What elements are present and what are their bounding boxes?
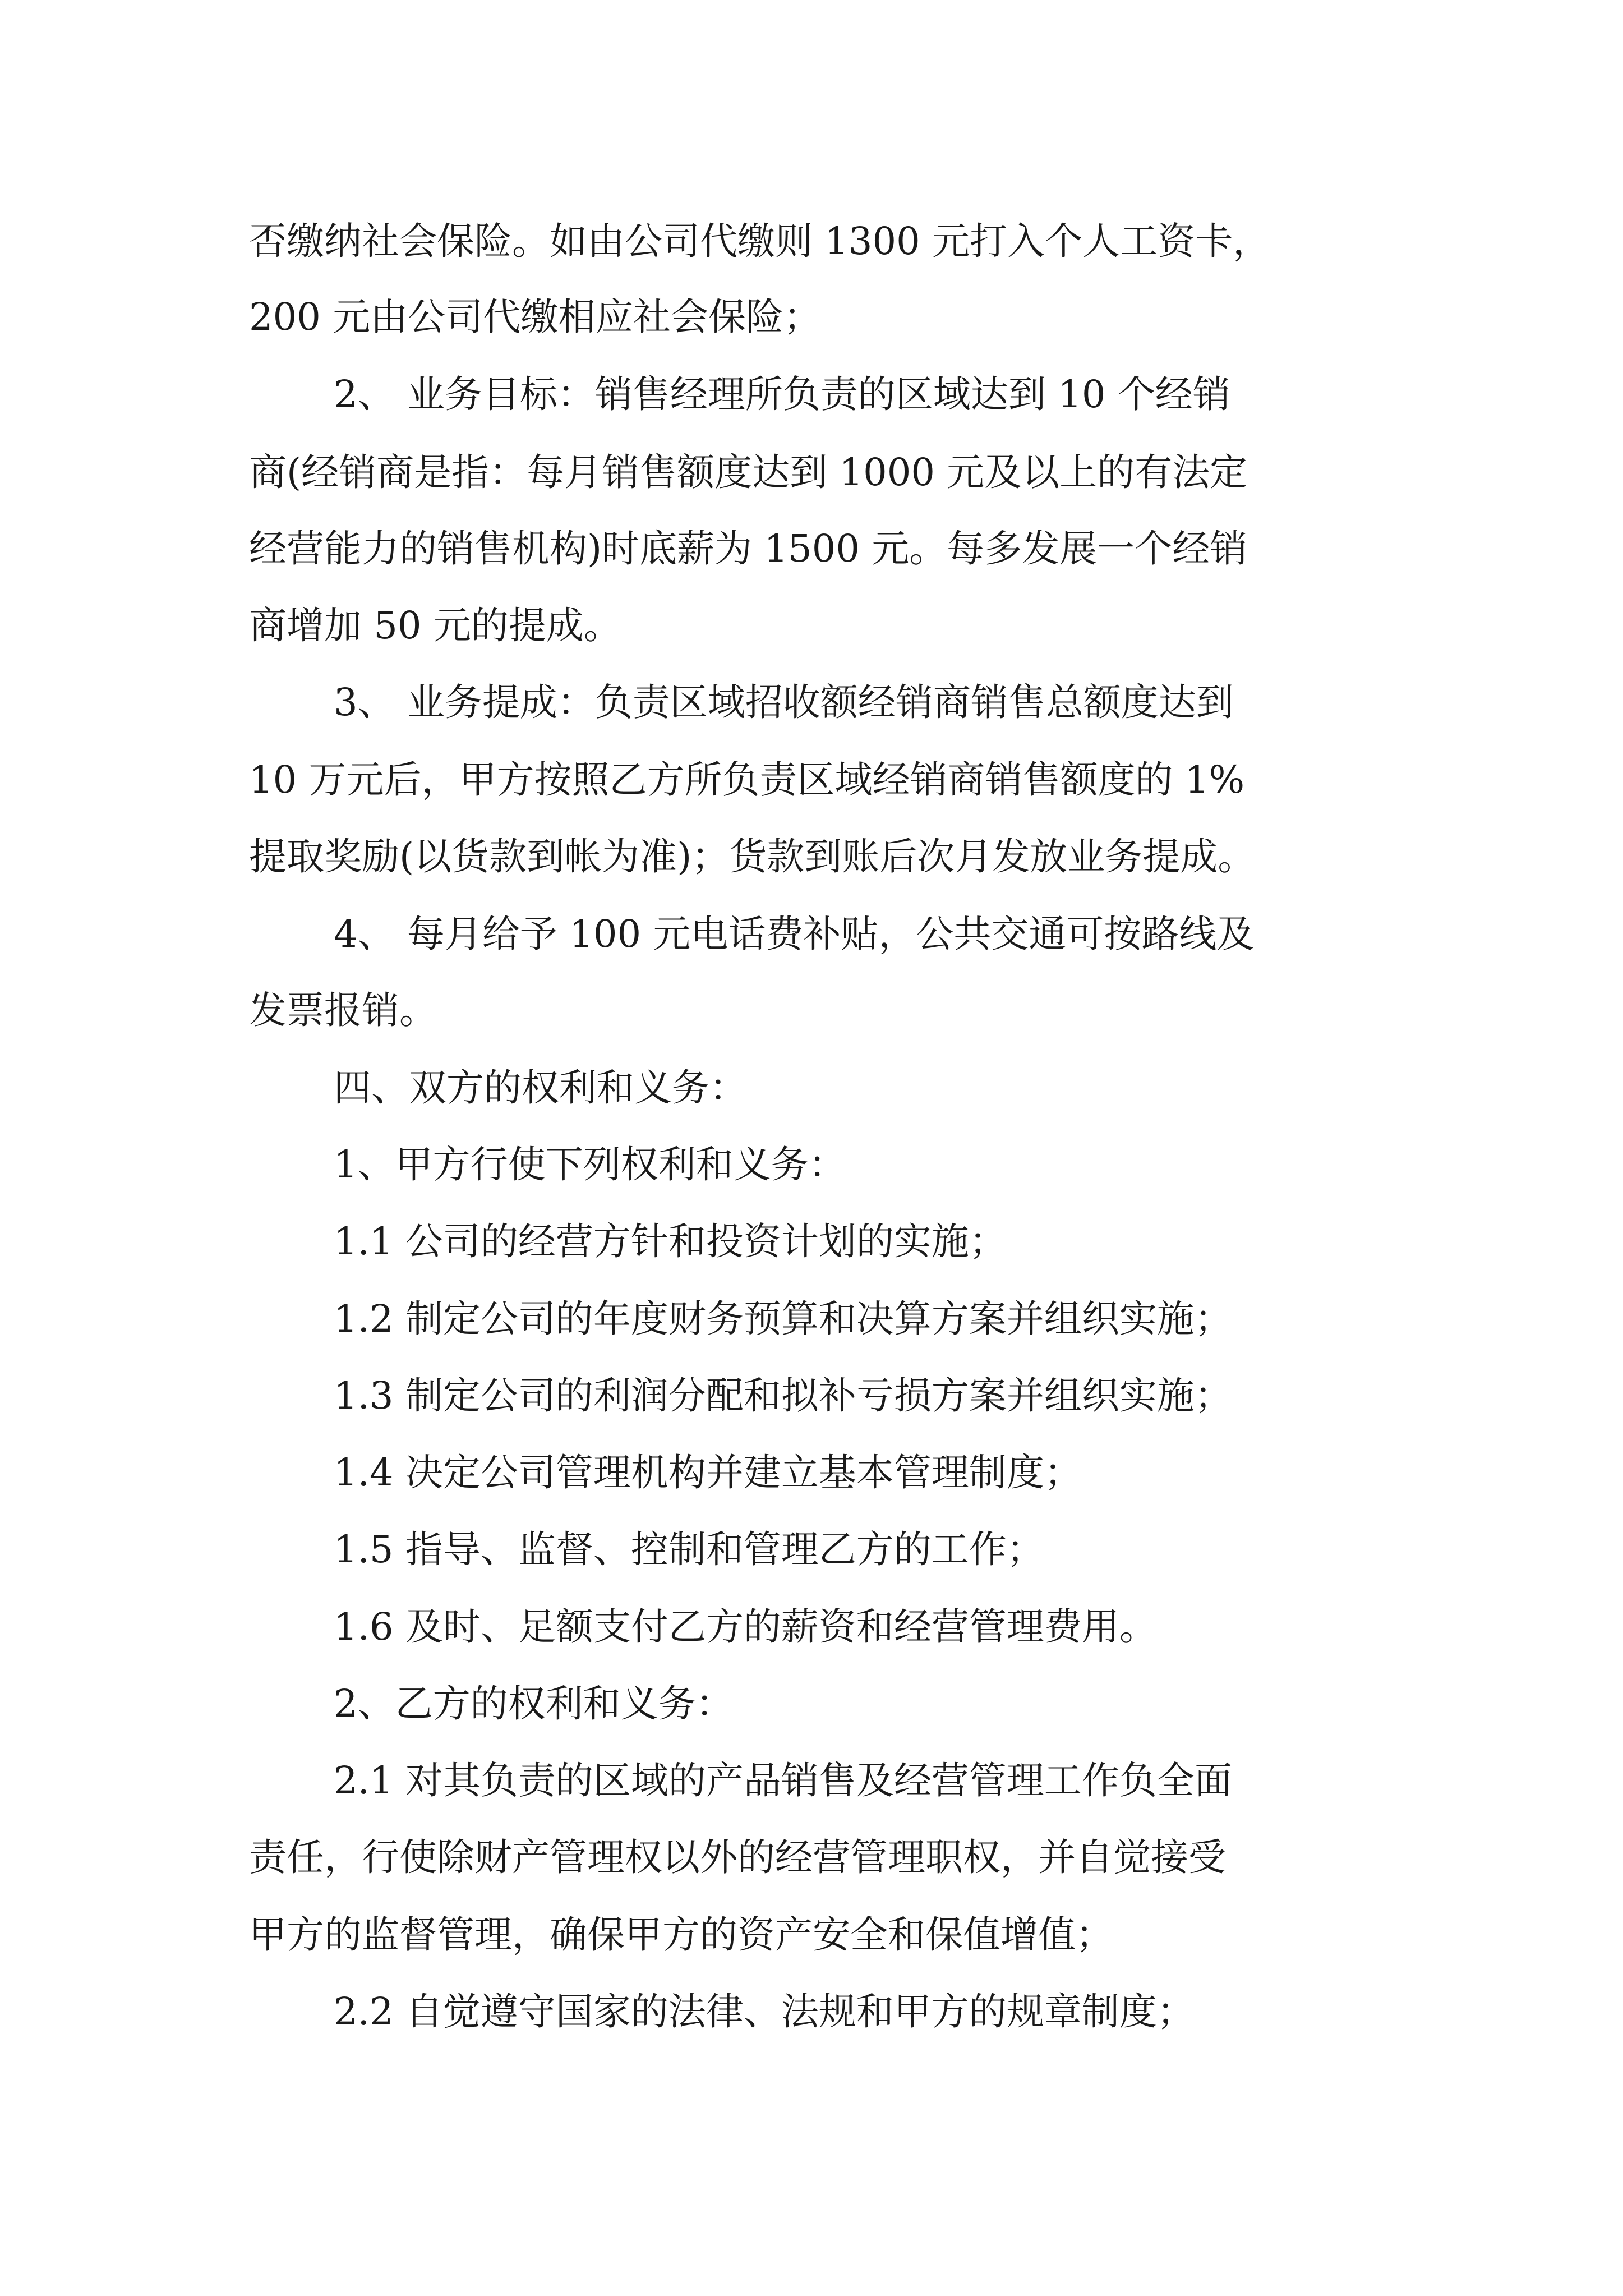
- subsection-heading: 1、甲方行使下列权利和义务：: [334, 1143, 846, 1186]
- clause-line: 1.3 制定公司的利润分配和拟补亏损方案并组织实施；: [334, 1374, 1232, 1418]
- clause-line: 1.1 公司的经营方针和投资计划的实施；: [334, 1220, 1007, 1263]
- clause-line: 2.1 对其负责的区域的产品销售及经营管理工作负全面: [334, 1759, 1232, 1802]
- text-line: 10 万元后，甲方按照乙方所负责区域经销商销售额度的 1%: [249, 758, 1245, 802]
- text-line: 否缴纳社会保险。如由公司代缴则 1300 元打入个人工资卡，: [249, 219, 1271, 263]
- text-line: 4、 每月给予 100 元电话费补贴，公共交通可按路线及: [334, 912, 1255, 956]
- text-line: 责任，行使除财产管理权以外的经营管理职权，并自觉接受: [249, 1835, 1226, 1879]
- subsection-heading: 2、乙方的权利和义务：: [334, 1682, 734, 1726]
- clause-line: 1.2 制定公司的年度财务预算和决算方案并组织实施；: [334, 1297, 1232, 1341]
- text-line: 甲方的监督管理，确保甲方的资产安全和保值增值；: [249, 1913, 1113, 1957]
- section-heading: 四、双方的权利和义务：: [334, 1066, 747, 1110]
- text-line: 经营能力的销售机构)时底薪为 1500 元。每多发展一个经销: [249, 527, 1248, 570]
- text-line: 3、 业务提成：负责区域招收额经销商销售总额度达到: [334, 680, 1234, 724]
- text-line: 商增加 50 元的提成。: [249, 604, 621, 647]
- text-line: 发票报销。: [249, 988, 437, 1032]
- text-line: 商(经销商是指：每月销售额度达到 1000 元及以上的有法定: [249, 450, 1248, 494]
- clause-line: 1.6 及时、足额支付乙方的薪资和经营管理费用。: [334, 1605, 1157, 1649]
- clause-line: 2.2 自觉遵守国家的法律、法规和甲方的规章制度；: [334, 1990, 1195, 2033]
- text-line: 2、 业务目标：销售经理所负责的区域达到 10 个经销: [334, 372, 1230, 416]
- text-line: 200 元由公司代缴相应社会保险；: [249, 295, 822, 339]
- clause-line: 1.4 决定公司管理机构并建立基本管理制度；: [334, 1451, 1082, 1494]
- text-line: 提取奖励(以货款到帐为准)；货款到账后次月发放业务提成。: [249, 835, 1256, 878]
- clause-line: 1.5 指导、监督、控制和管理乙方的工作；: [334, 1527, 1044, 1571]
